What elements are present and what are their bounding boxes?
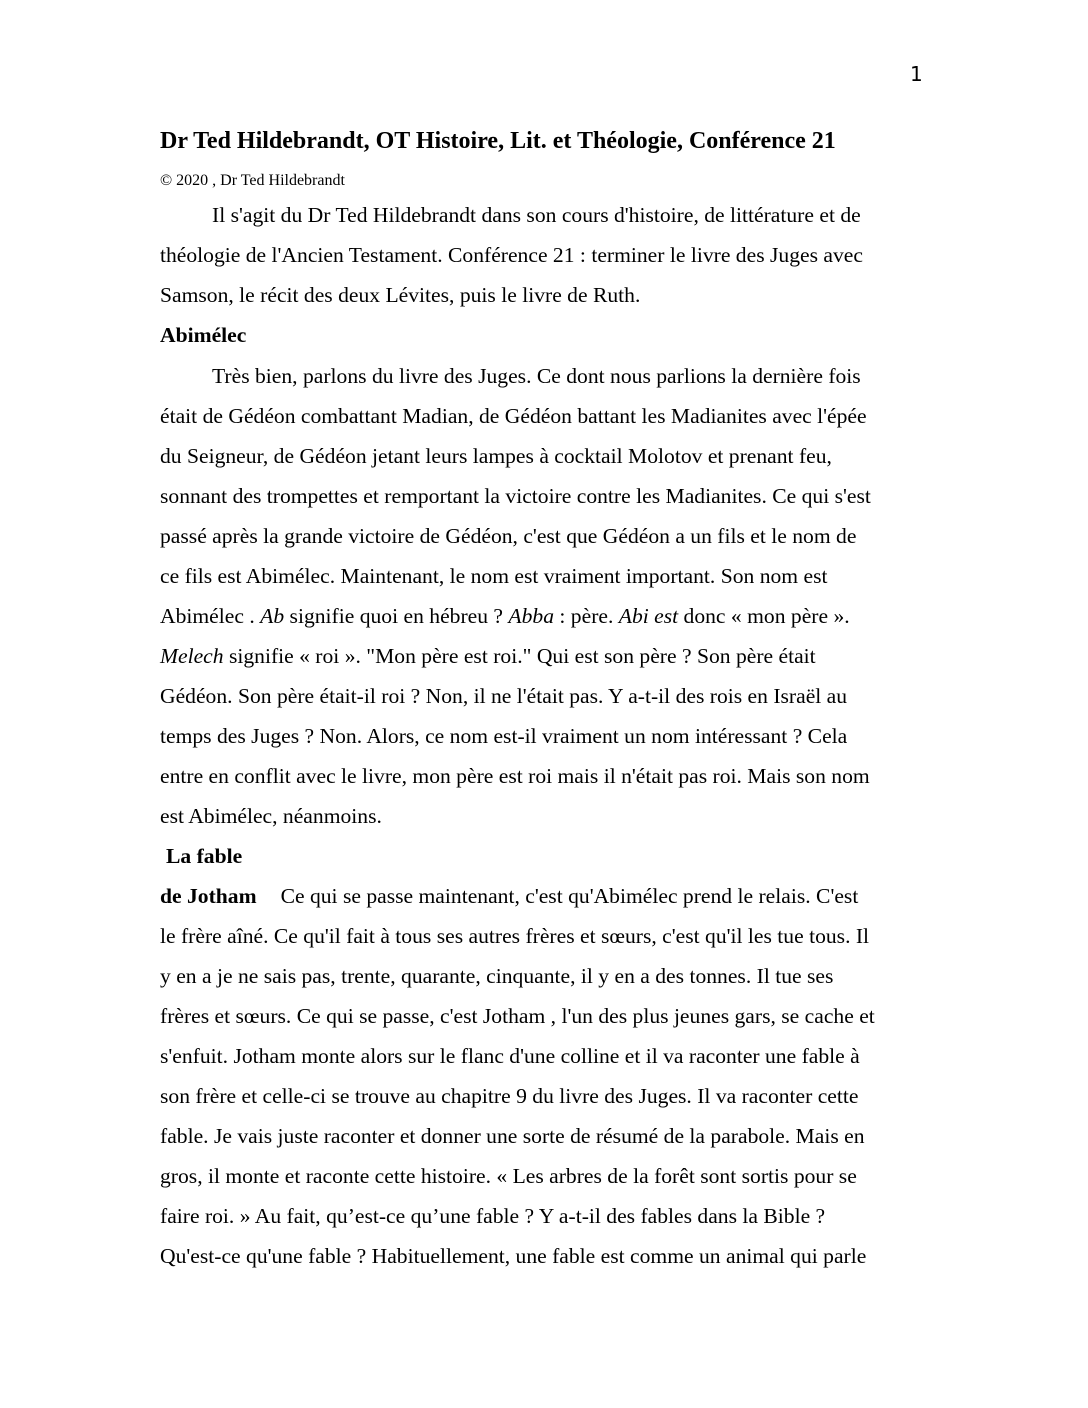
paragraph-line: gros, il monte et raconte cette histoire. « Les arbres de la forêt sont sortis pour se	[160, 1164, 857, 1188]
copyright-line: © 2020 , Dr Ted Hildebrandt	[160, 172, 345, 189]
italic-term: Abi est	[618, 604, 679, 628]
paragraph-line: sonnant des trompettes et remportant la victoire contre les Madianites. Ce qui s'est	[160, 484, 871, 508]
section-heading: de Jotham	[160, 884, 257, 908]
paragraph-line	[160, 606, 850, 628]
document-title: Dr Ted Hildebrandt, OT Histoire, Lit. et Théologie, Conférence 21	[160, 128, 836, 154]
paragraph-line: était de Gédéon combattant Madian, de Gédéon battant les Madianites avec l'épée	[160, 404, 867, 428]
text-run: signifie « roi ». "Mon père est roi." Qui est son père ? Son père était	[223, 644, 816, 668]
paragraph-line	[160, 646, 816, 668]
paragraph-line: frères et sœurs. Ce qui se passe, c'est Jotham , l'un des plus jeunes gars, se cache et	[160, 1004, 875, 1028]
text-run: Abimélec .	[160, 604, 261, 628]
italic-term: Ab	[260, 604, 285, 628]
paragraph-line: est Abimélec, néanmoins.	[160, 804, 382, 828]
paragraph-line: Très bien, parlons du livre des Juges. Ce dont nous parlions la dernière fois	[212, 364, 861, 388]
text-run: : père.	[554, 604, 619, 628]
italic-term: Abba	[508, 604, 555, 628]
paragraph-line: faire roi. » Au fait, qu’est-ce qu’une fable ? Y a-t-il des fables dans la Bible ?	[160, 1204, 826, 1228]
paragraph-line: Gédéon. Son père était-il roi ? Non, il ne l'était pas. Y a-t-il des rois en Israël au	[160, 684, 848, 708]
paragraph-line: temps des Juges ? Non. Alors, ce nom est-il vraiment un nom intéressant ? Cela	[160, 724, 848, 748]
text-run: Ce qui se passe maintenant, c'est qu'Abimélec prend le relais. C'est	[280, 884, 859, 908]
paragraph-line: entre en conflit avec le livre, mon père est roi mais il n'était pas roi. Mais son nom	[160, 764, 870, 788]
text-run: signifie quoi en hébreu ?	[284, 604, 509, 628]
paragraph-line: ce fils est Abimélec. Maintenant, le nom est vraiment important. Son nom est	[160, 564, 828, 588]
page-number: 1	[910, 62, 923, 86]
paragraph-line: le frère aîné. Ce qu'il fait à tous ses autres frères et sœurs, c'est qu'il les tue tous. Il	[160, 924, 870, 948]
section-heading: La fable	[166, 844, 243, 868]
section-heading: Abimélec	[160, 323, 247, 347]
intro-line: Samson, le récit des deux Lévites, puis le livre de Ruth.	[160, 283, 641, 307]
paragraph-line: passé après la grande victoire de Gédéon, c'est que Gédéon a un fils et le nom de	[160, 524, 857, 548]
intro-line: Il s'agit du Dr Ted Hildebrandt dans son cours d'histoire, de littérature et de	[212, 203, 861, 227]
paragraph-line: du Seigneur, de Gédéon jetant leurs lampes à cocktail Molotov et prenant feu,	[160, 444, 832, 468]
paragraph-line: son frère et celle-ci se trouve au chapitre 9 du livre des Juges. Il va raconter cette	[160, 1084, 859, 1108]
paragraph-line: y en a je ne sais pas, trente, quarante, cinquante, il y en a des tonnes. Il tue ses	[160, 964, 834, 988]
paragraph-line: s'enfuit. Jotham monte alors sur le flanc d'une colline et il va raconter une fable à	[160, 1044, 860, 1068]
intro-line: théologie de l'Ancien Testament. Conférence 21 : terminer le livre des Juges avec	[160, 243, 863, 267]
paragraph-line: fable. Je vais juste raconter et donner une sorte de résumé de la parabole. Mais en	[160, 1124, 865, 1148]
text-run: donc « mon père ».	[678, 604, 850, 628]
paragraph-line: Qu'est-ce qu'une fable ? Habituellement, une fable est comme un animal qui parle	[160, 1244, 867, 1268]
italic-term: Melech	[160, 644, 224, 668]
paragraph-line	[160, 886, 858, 908]
